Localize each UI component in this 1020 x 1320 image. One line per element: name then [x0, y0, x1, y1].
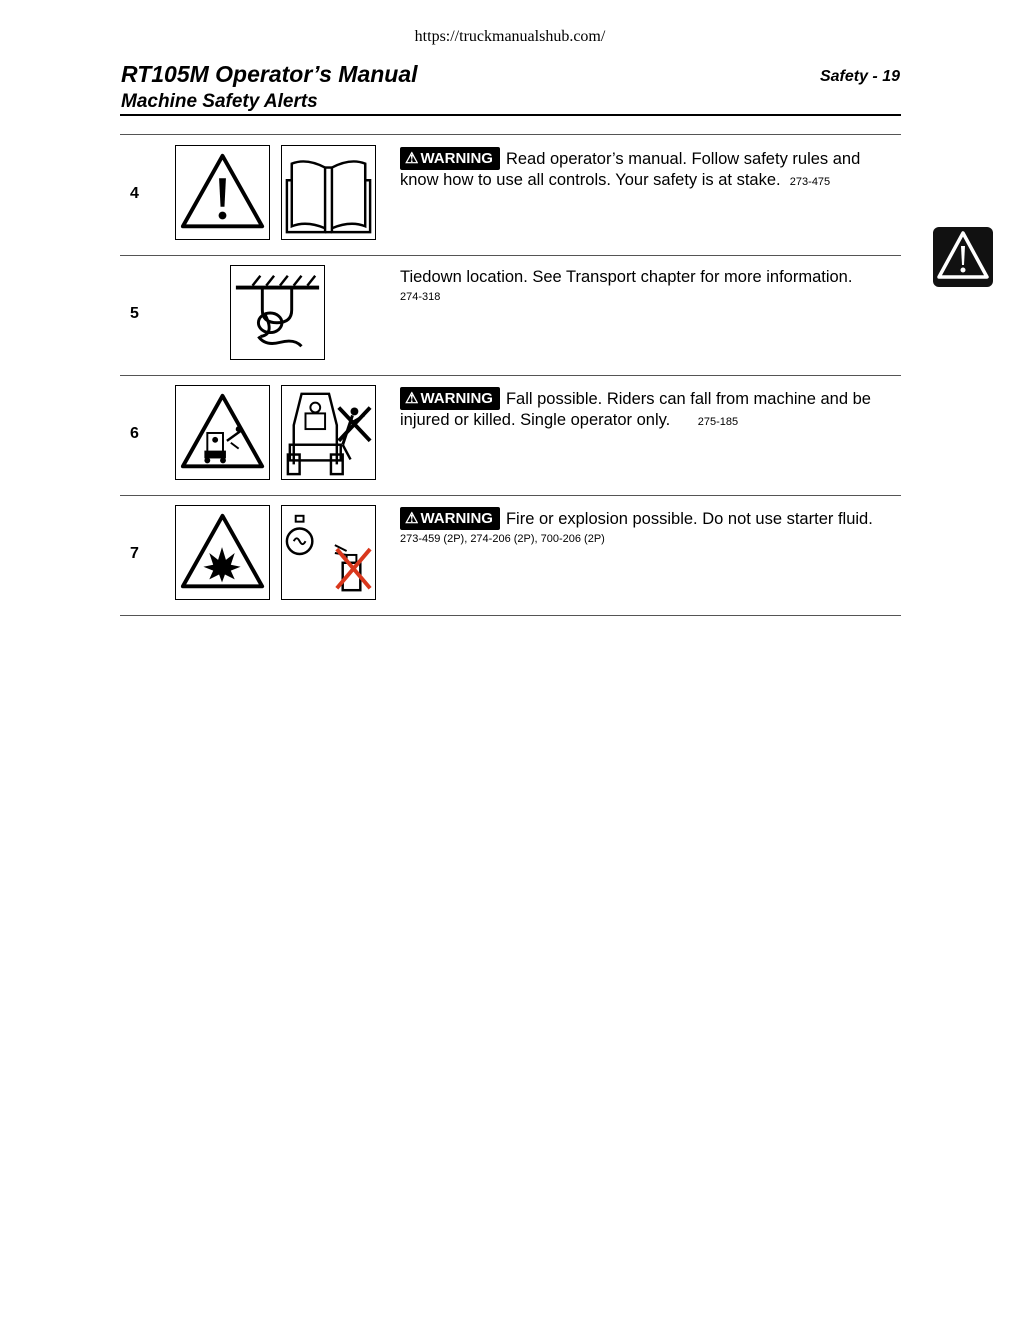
- safety-section-tab: [933, 227, 993, 287]
- rider-fall-warning-icon: [175, 385, 270, 480]
- table-row: [120, 255, 901, 376]
- warning-triangle-icon: ⚠: [405, 510, 419, 527]
- no-riders-icon: [281, 385, 376, 480]
- page-label: Safety - 19: [819, 68, 900, 85]
- alert-text: Read operator’s manual. Follow safety rules and know how to use all controls. Your safety is at stake.: [400, 150, 861, 189]
- table-row: [120, 135, 901, 256]
- warning-badge: ⚠ WARNING: [400, 387, 500, 410]
- alert-text: Fall possible. Riders can fall from machine and be injured or killed. Single operator only.: [400, 390, 871, 429]
- warning-triangle-icon: ⚠: [405, 390, 419, 407]
- alert-description: [400, 507, 895, 548]
- explosion-warning-icon: [175, 505, 270, 600]
- table-row: [120, 495, 901, 616]
- warning-triangle-icon: [933, 227, 993, 287]
- warning-badge: ⚠ WARNING: [400, 507, 500, 530]
- section-title: Machine Safety Alerts: [121, 91, 318, 112]
- warning-badge: ⚠ WARNING: [400, 147, 500, 170]
- decal-part-number: 274-318: [400, 291, 441, 303]
- no-starter-fluid-icon: [281, 505, 376, 600]
- alert-description: [400, 387, 895, 433]
- header-rule: [120, 114, 901, 116]
- row-number: 5: [130, 305, 139, 322]
- operator-manual-book-icon: [281, 145, 376, 240]
- row-number: 7: [130, 545, 139, 562]
- row-number: 4: [130, 185, 139, 202]
- tiedown-hook-icon: [230, 265, 325, 360]
- row-number: 6: [130, 425, 139, 442]
- alert-description: [400, 147, 895, 193]
- alert-text: Fire or explosion possible. Do not use starter fluid.: [505, 510, 873, 528]
- decal-part-number: 273-459 (2P), 274-206 (2P), 700-206 (2P): [400, 533, 605, 545]
- table-row: [120, 375, 901, 496]
- alert-description: [400, 267, 895, 306]
- decal-part-number: 275-185: [697, 416, 739, 428]
- alert-text: Tiedown location. See Transport chapter for more information.: [400, 268, 853, 286]
- source-url: https://truckmanualshub.com/: [414, 28, 606, 45]
- exclamation-warning-icon: [175, 145, 270, 240]
- decal-part-number: 273-475: [789, 176, 831, 188]
- manual-title: RT105M Operator’s Manual: [121, 61, 418, 87]
- warning-triangle-icon: ⚠: [405, 150, 419, 167]
